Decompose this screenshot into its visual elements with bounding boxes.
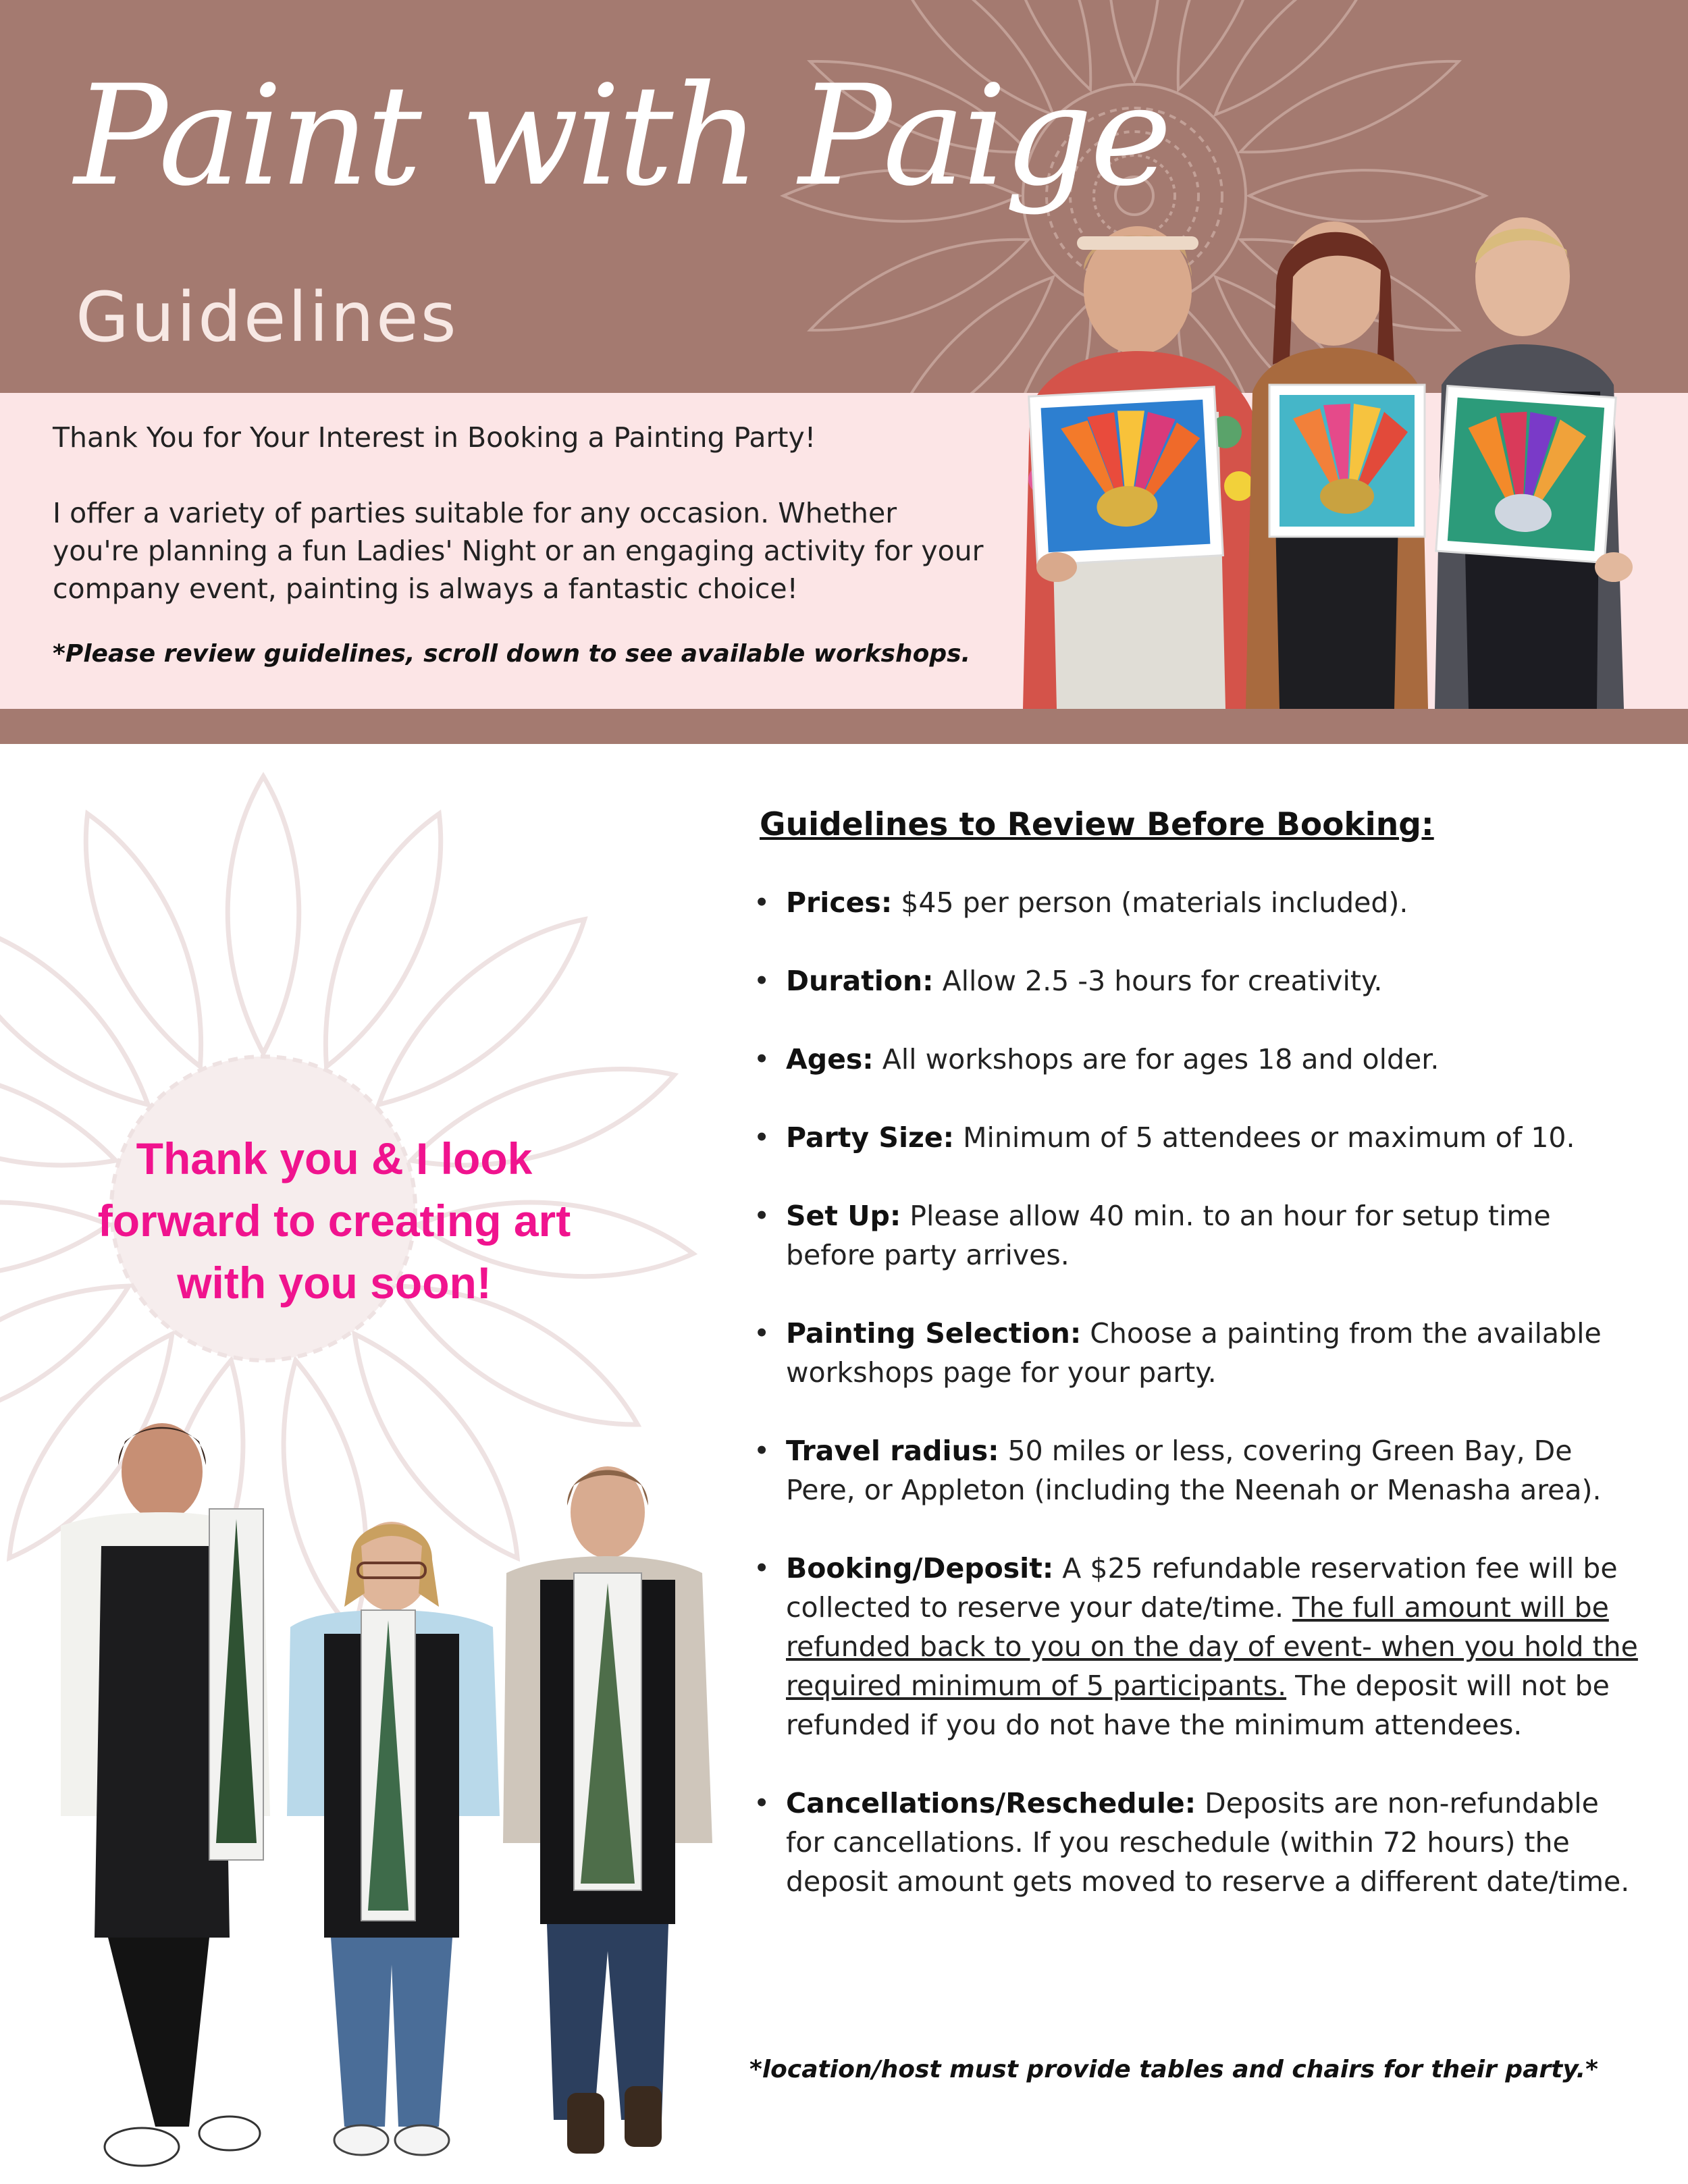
- item-label: Cancellations/Reschedule:: [786, 1787, 1196, 1819]
- list-item: [754, 1196, 1643, 1275]
- item-text-after: The deposit will not be refunded if you do not have the minimum attendees.: [786, 1670, 1610, 1741]
- list-item: [754, 1314, 1643, 1392]
- thank-you-message: [68, 1127, 601, 1314]
- item-label: Travel radius:: [786, 1435, 999, 1467]
- footer-note: *location/host must provide tables and chairs for their party.*: [749, 2056, 1598, 2083]
- bullet-icon: •: [754, 1787, 770, 1819]
- brand-script-title: Paint with Paige: [74, 56, 1169, 217]
- page-title: Guidelines: [76, 277, 458, 358]
- bullet-icon: •: [754, 1043, 770, 1075]
- bullet-icon: •: [754, 965, 770, 997]
- intro-greeting: Thank You for Your Interest in Booking a Painting Party!: [53, 421, 816, 454]
- item-text: 50 miles or less, covering Green Bay, De Pere, or Appleton (including the Neenah or Menasha area).: [786, 1435, 1602, 1506]
- thanks-line-2: forward to creating art: [97, 1196, 571, 1246]
- bullet-icon: •: [754, 1317, 770, 1350]
- intro-body: I offer a variety of parties suitable for any occasion. Whether you're planning a fun Ladies' Night or an engaging activity for your company event, painting is always a fantastic choice!: [53, 497, 984, 605]
- guidelines-list: [754, 883, 1643, 1940]
- item-text: Deposits are non-refundable for cancellations. If you reschedule (within 72 hours) the deposit amount gets moved to reserve a different date/time.: [786, 1787, 1630, 1898]
- item-label: Set Up:: [786, 1200, 901, 1232]
- list-item: [754, 883, 1643, 922]
- header-bottom-band: [0, 709, 1688, 744]
- list-item: [754, 1040, 1643, 1079]
- thanks-line-1: Thank you & I look: [136, 1134, 533, 1183]
- list-item: [754, 1431, 1643, 1510]
- item-text: Choose a painting from the available workshops page for your party.: [786, 1317, 1602, 1389]
- item-text: Please allow 40 min. to an hour for setup time before party arrives.: [786, 1200, 1551, 1271]
- photo-three-painters-tree-art: [54, 1411, 729, 2184]
- item-text-underlined: The full amount will be refunded back to you on the day of event- when you hold the required minimum of 5 participants.: [786, 1591, 1638, 1702]
- bullet-icon: •: [754, 1200, 770, 1232]
- list-item: [754, 961, 1643, 1001]
- list-item: [754, 1118, 1643, 1157]
- thanks-line-3: with you soon!: [177, 1258, 492, 1308]
- item-text: Allow 2.5 -3 hours for creativity.: [942, 965, 1383, 997]
- item-text: A $25 refundable reservation fee will be collected to reserve your date/time.: [786, 1552, 1618, 1624]
- photo-three-painters-bee-art: [1003, 189, 1664, 709]
- item-label: Prices:: [786, 886, 893, 919]
- item-label: Ages:: [786, 1043, 874, 1075]
- guidelines-heading: Guidelines to Review Before Booking:: [760, 806, 1434, 843]
- bullet-icon: •: [754, 1435, 770, 1467]
- item-text: $45 per person (materials included).: [901, 886, 1408, 919]
- bullet-icon: •: [754, 1121, 770, 1154]
- item-text: All workshops are for ages 18 and older.: [882, 1043, 1440, 1075]
- intro-note: *Please review guidelines, scroll down to see available workshops.: [53, 640, 971, 668]
- item-label: Duration:: [786, 965, 934, 997]
- list-item: [754, 1784, 1643, 1901]
- intro-text: [53, 419, 984, 645]
- bullet-icon: •: [754, 886, 770, 919]
- list-item: [754, 1549, 1643, 1744]
- item-label: Booking/Deposit:: [786, 1552, 1054, 1584]
- item-label: Party Size:: [786, 1121, 955, 1154]
- item-text: Minimum of 5 attendees or maximum of 10.: [963, 1121, 1575, 1154]
- bullet-icon: •: [754, 1552, 770, 1584]
- item-label: Painting Selection:: [786, 1317, 1082, 1350]
